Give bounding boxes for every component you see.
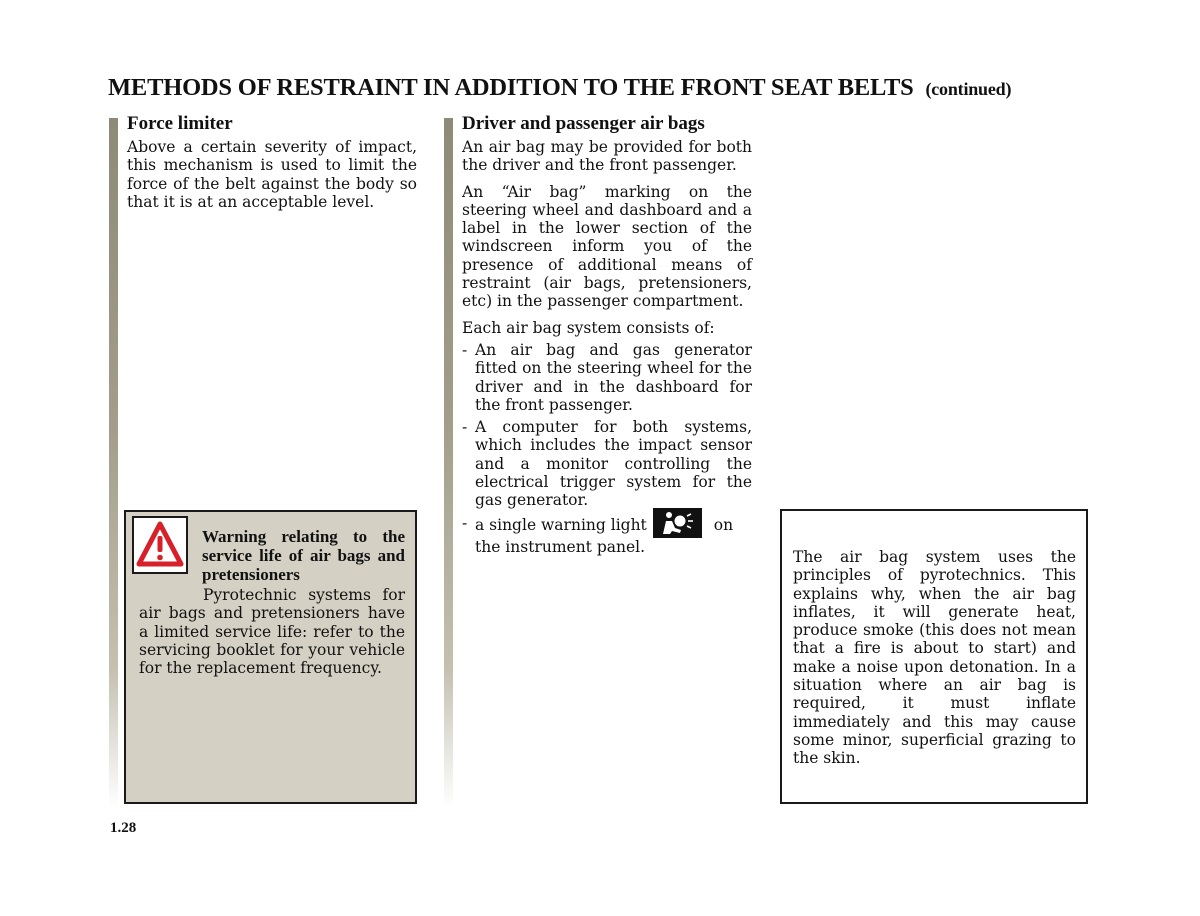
airbags-paragraph-1: An air bag may be provided for both the driver and the front passenger. [462, 138, 752, 175]
list-item: - a single warning light on the instrument panel. [462, 514, 752, 556]
warning-triangle-icon [134, 518, 186, 572]
warning-body: Pyrotechnic systems for air bags and pretensioners have a limited service life: refer to the servicing booklet for your vehicle for the replacement frequency. [139, 586, 405, 678]
left-column [127, 113, 417, 219]
title-continued: (continued) [925, 79, 1012, 99]
force-limiter-text: Above a certain severity of impact, this mechanism is used to limit the force of the belt against the body so that it is at an acceptable level. [127, 138, 417, 211]
list-item-text: An air bag and gas generator fitted on the steering wheel for the driver and in the dashboard for the front passenger. [475, 340, 752, 414]
left-column-bar [109, 118, 118, 808]
middle-column-bar [444, 118, 453, 808]
pyrotechnics-note-box [780, 509, 1088, 804]
airbags-paragraph-3: Each air bag system consists of: [462, 318, 715, 337]
page-number: 1.28 [110, 820, 137, 836]
airbag-warning-light-icon [653, 508, 702, 538]
list-item: - An air bag and gas generator fitted on the steering wheel for the driver and in the dashboard for the front passenger. [462, 340, 752, 414]
pyrotechnics-note-text: The air bag system uses the principles of pyrotechnics. This explains why, when the air bag inflates, it will generate heat, produce smoke (this does not mean that a fire is about to start) and make a noise upon detonation. In a situation where an air bag is required, it must inflate immediately and this may cause some minor, superficial grazing to the skin. [793, 548, 1076, 768]
force-limiter-heading: Force limiter [127, 113, 233, 134]
list-item-text-before: a single warning light [475, 515, 647, 534]
airbag-system-list [462, 341, 752, 556]
list-item: - A computer for both systems, which includes the impact sensor and a monitor controlling the electrical trigger system for the gas generator. [462, 418, 752, 510]
middle-column [462, 113, 752, 560]
list-item-text: A computer for both systems, which includes the impact sensor and a monitor controlling the electrical trigger system for the gas generator. [475, 418, 752, 510]
warning-icon-frame [132, 516, 188, 574]
warning-box [124, 510, 417, 804]
list-item-text-after: on the instrument panel. [475, 515, 734, 556]
airbags-paragraph-2: An “Air bag” marking on the steering wheel and dashboard and a label in the lower section of the windscreen inform you of the presence of additional means of restraint (air bags, pretensioners, etc) in the passenger compartment. [462, 182, 752, 311]
airbags-heading: Driver and passenger air bags [462, 113, 705, 134]
page-title [108, 74, 1068, 102]
title-text: METHODS OF RESTRAINT IN ADDITION TO THE FRONT SEAT BELTS [108, 74, 914, 101]
warning-heading: Warning relating to the service life of air bags and pretensioners [202, 527, 405, 584]
